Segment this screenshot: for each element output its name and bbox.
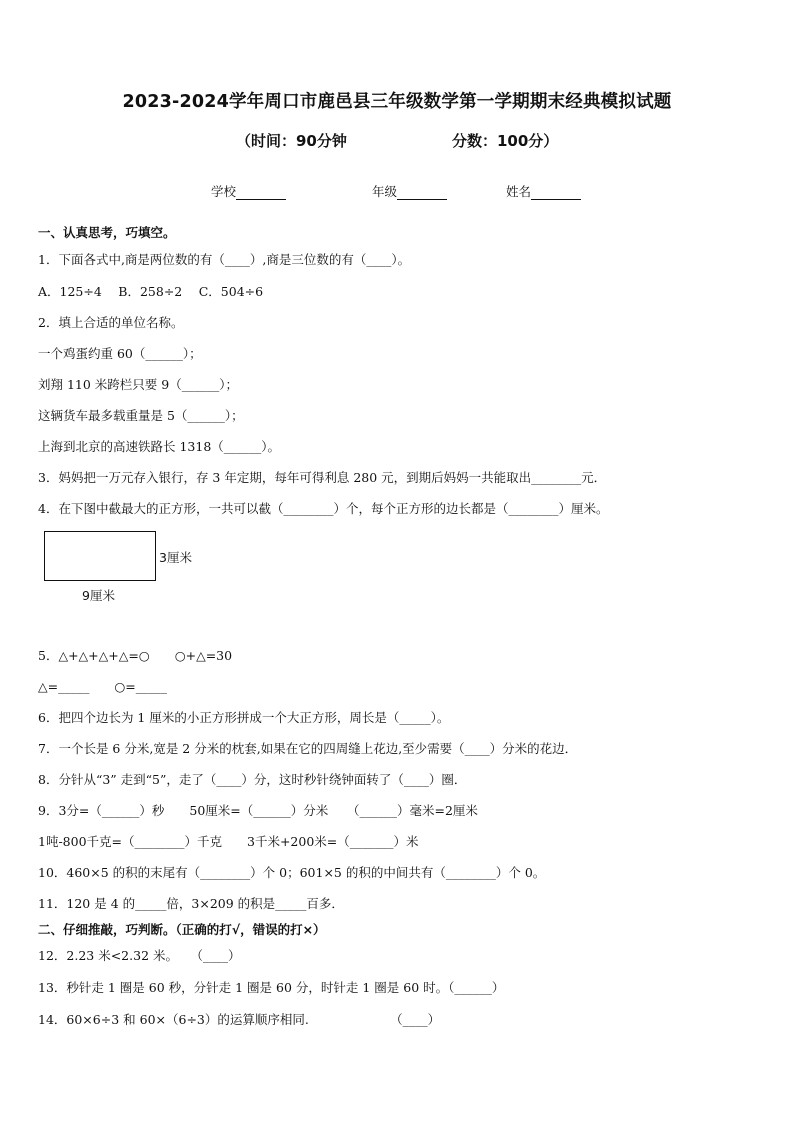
question-1-options: A．125÷4 B．258÷2 C．504÷6 [38,284,264,299]
name-label: 姓名 [506,184,532,199]
exam-time: （时间：90分钟 [236,132,347,150]
question-13: 13．秒针走 1 圈是 60 秒，分针走 1 圈是 60 分，时针走 1 圈是 60 时。（______） [38,980,505,995]
question-1: 1．下面各式中,商是两位数的有（____）,商是三位数的有（____）。 [38,252,411,267]
question-6: 6．把四个边长为 1 厘米的小正方形拼成一个大正方形，周长是（_____）。 [38,710,450,725]
school-field [211,182,286,200]
section-1-heading: 一、认真思考，巧填空。 [38,225,176,240]
figure-height-label: 3厘米 [159,550,192,565]
question-10: 10．460×5 的积的末尾有（________）个 0；601×5 的积的中间共有（________）个 0。 [38,865,546,880]
exam-score: 分数：100分） [452,132,559,150]
question-2a: 一个鸡蛋约重 60（______）； [38,346,202,361]
grade-blank [397,186,447,200]
grade-field [372,182,447,200]
question-2b: 刘翔 110 米跨栏只要 9（______）； [38,377,238,392]
section-2-heading: 二、仔细推敲，巧判断。（正确的打√，错误的打×） [38,922,326,937]
name-blank [531,186,581,200]
question-7: 7．一个长是 6 分米,宽是 2 分米的枕套,如果在它的四周缝上花边,至少需要（____）分米的花边． [38,741,578,756]
question-4: 4．在下图中截最大的正方形，一共可以截（________）个，每个正方形的边长都是（________）厘米。 [38,501,609,516]
question-9b: 1吨-800千克=（________）千克 3千米+200米=（_______）米 [38,834,419,849]
name-field [506,182,581,200]
question-3: 3．妈妈把一万元存入银行，存 3 年定期，每年可得利息 280 元，到期后妈妈一共能取出________元． [38,470,607,485]
question-2c: 这辆货车最多载重量是 5（______）； [38,408,244,423]
figure-width-label: 9厘米 [82,588,115,603]
question-11: 11．120 是 4 的_____倍，3×209 的积是_____百多． [38,896,344,911]
grade-label: 年级 [372,184,398,199]
question-8: 8．分针从“3” 走到“5”，走了（____）分，这时秒针绕钟面转了（____）圈． [38,772,467,787]
question-5-answers: △=_____ ○=_____ [38,679,167,694]
question-9a: 9．3分=（______）秒 50厘米=（______）分米 （______）毫米=2厘米 [38,803,478,818]
question-5: 5．△+△+△+△=○ ○+△=30 [38,648,233,663]
question-2: 2．填上合适的单位名称。 [38,315,184,330]
school-blank [236,186,286,200]
question-14: 14．60×6÷3 和 60×（6÷3）的运算顺序相同. （____） [38,1012,441,1027]
question-12: 12．2.23 米<2.32 米。 （____） [38,948,241,963]
question-2d: 上海到北京的高速铁路长 1318（______）。 [38,439,281,454]
school-label: 学校 [211,184,237,199]
exam-title: 2023-2024学年周口市鹿邑县三年级数学第一学期期末经典模拟试题 [122,92,672,112]
rectangle-figure [44,531,156,581]
